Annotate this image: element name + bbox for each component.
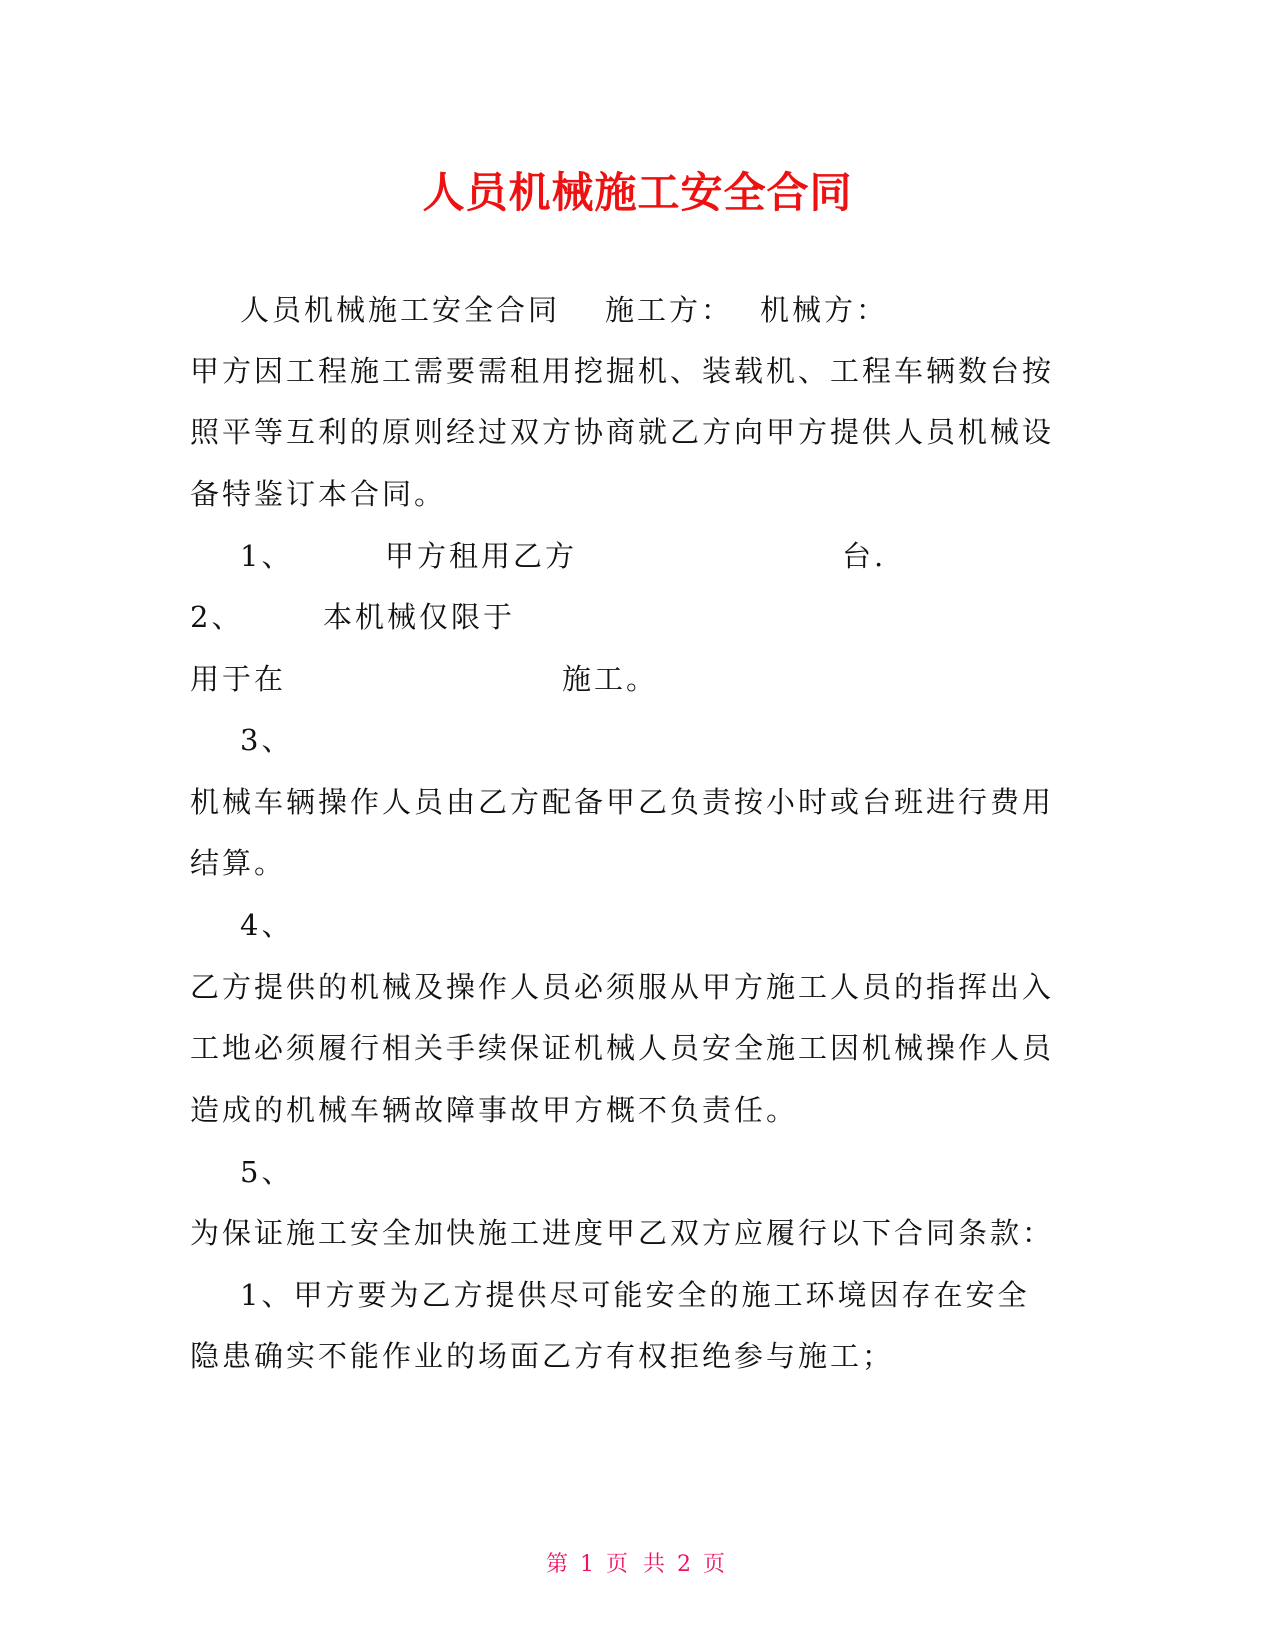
- paragraph-line: 乙方提供的机械及操作人员必须服从甲方施工人员的指挥出入: [190, 970, 1055, 1004]
- clause-text: 本机械仅限于: [323, 600, 516, 634]
- paragraph-line: 工地必须履行相关手续保证机械人员安全施工因机械操作人员: [190, 1031, 1055, 1065]
- clause-5-number: 5、: [240, 1155, 294, 1189]
- clause-number: 2、: [190, 600, 244, 634]
- page-footer: [0, 1547, 1275, 1578]
- builder-party-label: 施工方：: [605, 293, 734, 327]
- total-page-number: 2: [677, 1552, 695, 1577]
- paragraph-line: 为保证施工安全加快施工进度甲乙双方应履行以下合同条款：: [190, 1216, 1055, 1250]
- clause-text: 施工。: [562, 662, 659, 696]
- clause-text: 甲方租用乙方: [385, 539, 578, 573]
- paragraph-line: 甲方因工程施工需要需租用挖掘机、装载机、工程车辆数台按: [190, 354, 1055, 388]
- paragraph-line: 照平等互利的原则经过双方协商就乙方向甲方提供人员机械设: [190, 415, 1055, 449]
- contract-name: 人员机械施工安全合同: [240, 293, 561, 327]
- document-title: 人员机械施工安全合同: [422, 168, 853, 217]
- paragraph-line: 结算。: [190, 846, 287, 880]
- subclause-line: 隐患确实不能作业的场面乙方有权拒绝参与施工；: [190, 1339, 895, 1373]
- current-page-number: 1: [580, 1552, 598, 1577]
- clause-3-number: 3、: [240, 723, 294, 757]
- footer-mid: 页 共: [606, 1552, 669, 1577]
- clause-text: 用于在: [190, 662, 287, 696]
- footer-prefix: 第: [545, 1552, 572, 1577]
- machinery-party-label: 机械方：: [760, 293, 889, 327]
- subclause-line: 1、甲方要为乙方提供尽可能安全的施工环境因存在安全: [240, 1278, 1030, 1312]
- paragraph-line: 备特鉴订本合同。: [190, 477, 447, 511]
- clause-unit: 台.: [842, 539, 887, 573]
- footer-suffix: 页: [703, 1552, 730, 1577]
- clause-4-number: 4、: [240, 908, 294, 942]
- paragraph-line: 机械车辆操作人员由乙方配备甲乙负责按小时或台班进行费用: [190, 785, 1055, 819]
- paragraph-line: 造成的机械车辆故障事故甲方概不负责任。: [190, 1093, 799, 1127]
- clause-number: 1、: [240, 539, 294, 573]
